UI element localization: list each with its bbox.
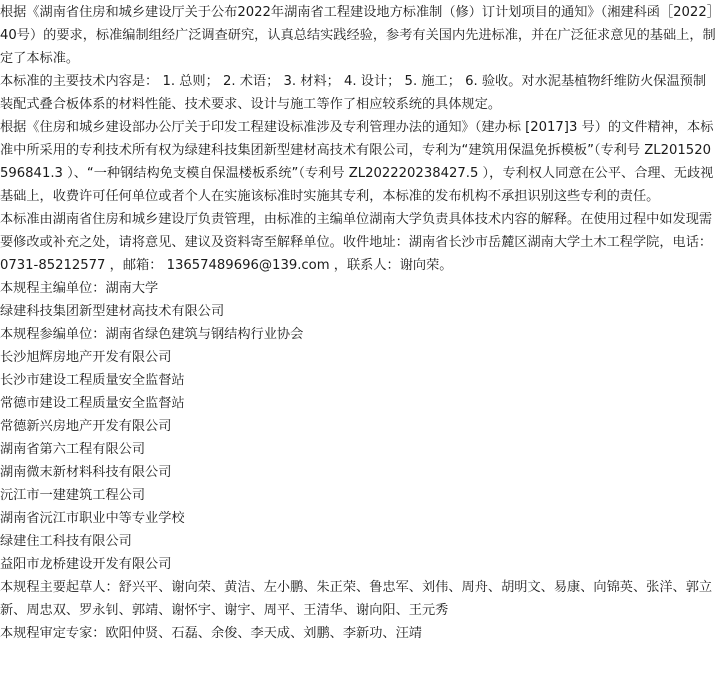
participating-unit: 湖南省沅江市职业中等专业学校	[0, 511, 185, 526]
reviewers-paragraph: 本规程审定专家：欧阳仲贤、石磊、余俊、李天成、刘鹏、李新功、汪靖	[0, 626, 422, 641]
participating-units-line: 本规程参编单位：湖南省绿色建筑与钢结构行业协会	[0, 327, 304, 342]
chief-editor-line: 本规程主编单位：湖南大学	[0, 281, 159, 296]
participating-unit: 常德市建设工程质量安全监督站	[0, 396, 185, 411]
patent-paragraph: 根据《住房和城乡建设部办公厅关于印发工程建设标准涉及专利管理办法的通知》（建办标 [2017]3 号）的文件精神，本标准中所采用的专利技术所有权为绿建科技集团新型建材高技术有限公司，专利为“建筑用保温免拆模板”（专利号 ZL201520596841.3 ）、“一种钢结构免支模自保温楼板系统”（专利号 ZL202220238427.5 ），专利权人同意在公平、合理、无歧视基础上，收费许可任何单位或者个人在实施该标准时实施其专利，本标准的发布机构不承担识别这些专利的责任。	[0, 120, 714, 204]
participating-unit: 绿建住工科技有限公司	[0, 534, 132, 549]
participating-unit: 湖南微末新材料科技有限公司	[0, 465, 172, 480]
intro-paragraph: 根据《湖南省住房和城乡建设厅关于公布2022年湖南省工程建设地方标准制（修）订计划项目的通知》（湘建科函［2022］40号）的要求，标准编制组经广泛调查研究，认真总结实践经验，参考有关国内先进标准，并在广泛征求意见的基础上，制定了本标准。	[0, 5, 716, 66]
participating-unit: 沅江市一建建筑工程公司	[0, 488, 146, 503]
participating-unit: 益阳市龙桥建设开发有限公司	[0, 557, 172, 572]
participating-unit: 长沙市建设工程质量安全监督站	[0, 373, 185, 388]
participating-unit: 湖南省第六工程有限公司	[0, 442, 146, 457]
document-body	[0, 1, 716, 645]
management-paragraph: 本标准由湖南省住房和城乡建设厅负责管理，由标准的主编单位湖南大学负责具体技术内容的解释。在使用过程中如发现需要修改或补充之处，请将意见、建议及资料寄至解释单位。收件地址：湖南省长沙市岳麓区湖南大学土木工程学院，电话： 0731-85212577 ，邮箱： 13657489696@139.com ，联系人：谢向荣。	[0, 212, 713, 273]
participating-unit: 常德新兴房地产开发有限公司	[0, 419, 172, 434]
drafters-paragraph: 本规程主要起草人：舒兴平、谢向荣、黄洁、左小鹏、朱正荣、鲁忠军、刘伟、周舟、胡明文、易康、向锦英、张洋、郭立新、周忠双、罗永钊、郭靖、谢怀宇、谢宇、周平、王清华、谢向阳、王元秀	[0, 580, 713, 618]
participating-unit: 长沙旭辉房地产开发有限公司	[0, 350, 172, 365]
technical-content-paragraph: 本标准的主要技术内容是： 1. 总则； 2. 术语； 3. 材料； 4. 设计； 5. 施工； 6. 验收。对水泥基植物纤维防火保温预制装配式叠合板体系的材料性能、技术要求、设计与施工等作了相应较系统的具体规定。	[0, 74, 707, 112]
chief-editor-unit: 绿建科技集团新型建材高技术有限公司	[0, 304, 225, 319]
